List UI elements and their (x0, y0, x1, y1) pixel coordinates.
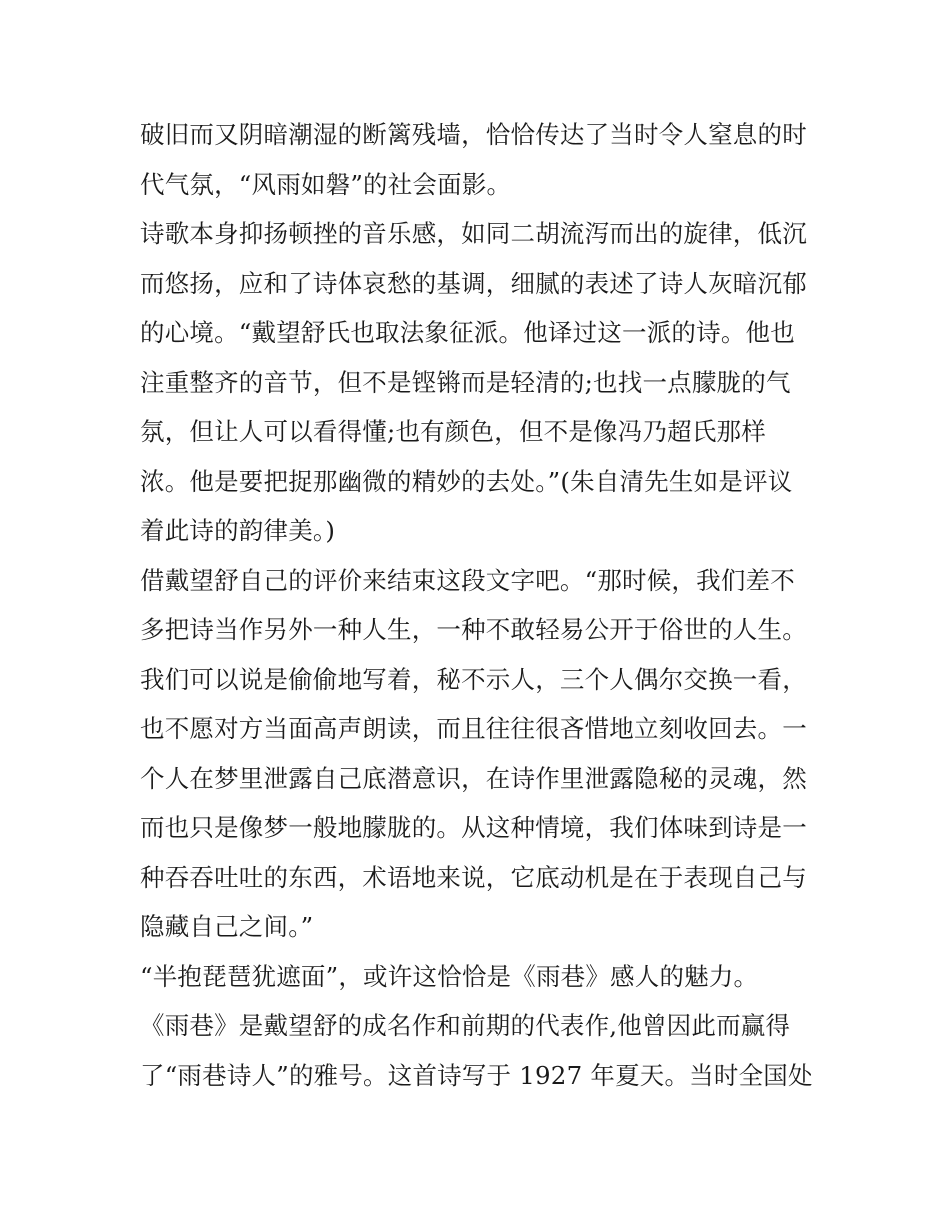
text-line: 而也只是像梦一般地朦胧的。从这种情境，我们体味到诗是一 (140, 813, 807, 842)
text-line: 多把诗当作另外一种人生，一种不敢轻易公开于俗世的人生。 (140, 615, 807, 644)
text-line: 诗歌本身抑扬顿挫的音乐感，如同二胡流泻而出的旋律，低沉 (140, 219, 807, 248)
document-body (140, 110, 820, 1100)
text-line: 注重整齐的音节，但不是铿锵而是轻清的;也找一点朦胧的气 (140, 367, 791, 397)
text-line: 《雨巷》是戴望舒的成名作和前期的代表作,他曾因此而赢得 (140, 1011, 791, 1040)
text-line: 个人在梦里泄露自己底潜意识，在诗作里泄露隐秘的灵魂，然 (140, 763, 807, 793)
text-line: 着此诗的韵律美。) (140, 516, 336, 545)
text-line: “半抱琵琶犹遮面”，或许这恰恰是《雨巷》感人的魅力。 (140, 961, 759, 991)
text-line: 我们可以说是偷偷地写着，秘不示人，三个人偶尔交换一看， (140, 664, 807, 694)
text-line: 了“雨巷诗人”的雅号。这首诗写于 1927 年夏天。当时全国处 (140, 1060, 813, 1090)
text-line: 代气氛，“风雨如磐”的社会面影。 (140, 169, 512, 199)
text-line: 浓。他是要把捉那幽微的精妙的去处。”(朱自清先生如是评议 (140, 466, 793, 496)
text-line: 氛，但让人可以看得懂;也有颜色，但不是像冯乃超氏那样 (140, 417, 766, 446)
text-line: 的心境。“戴望舒氏也取法象征派。他译过这一派的诗。他也 (140, 318, 795, 347)
text-line: 隐藏自己之间。” (140, 912, 314, 941)
text-line: 而悠扬，应和了诗体哀愁的基调，细腻的表述了诗人灰暗沉郁 (140, 268, 807, 298)
text-line: 借戴望舒自己的评价来结束这段文字吧。“那时候，我们差不 (140, 565, 795, 595)
text-line: 破旧而又阴暗潮湿的断篱残墙，恰恰传达了当时令人窒息的时 (140, 120, 807, 149)
text-line: 种吞吞吐吐的东西，术语地来说，它底动机是在于表现自己与 (140, 862, 807, 892)
text-line: 也不愿对方当面高声朗读，而且往往很吝惜地立刻收回去。一 (140, 714, 807, 743)
